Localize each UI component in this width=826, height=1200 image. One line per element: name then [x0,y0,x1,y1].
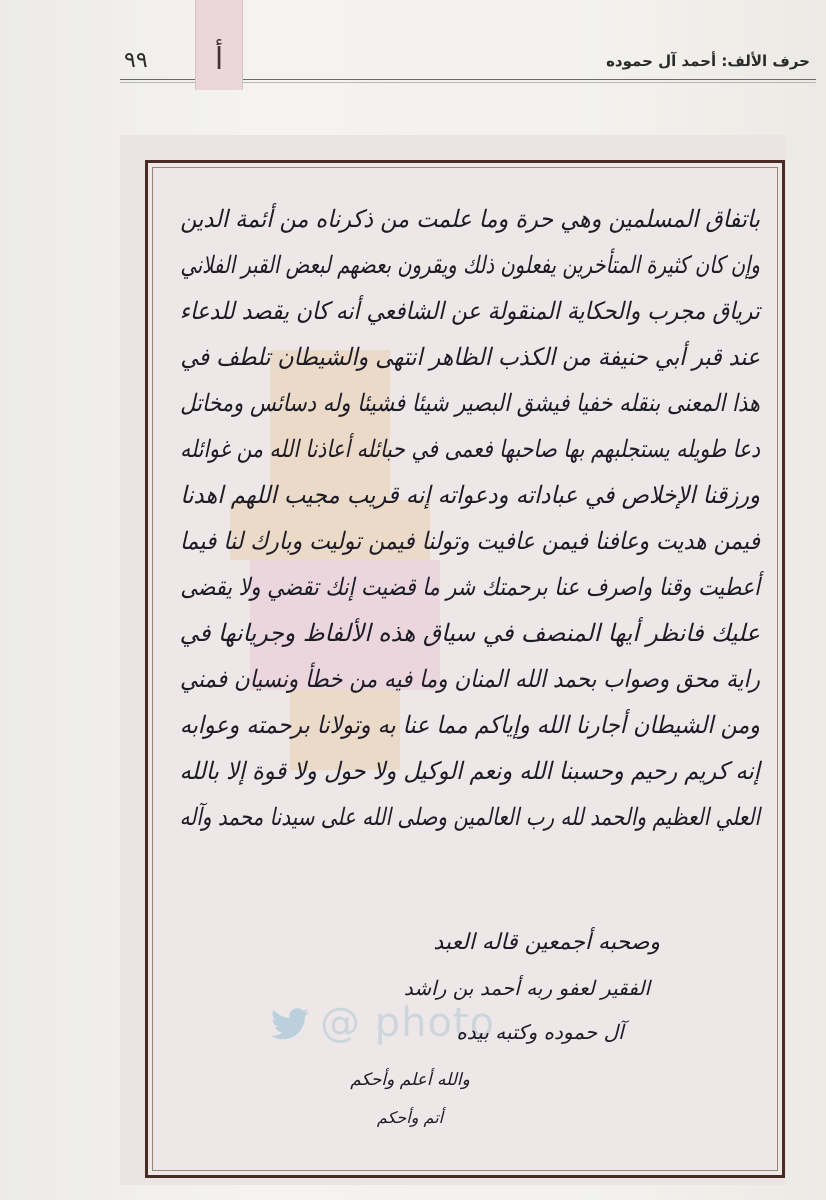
twitter-bird-icon [270,1008,310,1040]
closing-line-4: والله أعلم وأحكم [350,1070,470,1090]
closing-line-3: آل حموده وكتبه بيده [456,1020,624,1044]
running-title: حرف الألف: أحمد آل حموده [606,52,810,70]
manuscript-text [180,196,760,840]
manuscript-line: ومن الشيطان أجارنا الله وإياكم مما عنا به وتولانا برحمته وعوابه [179,711,760,739]
section-letter: أ [214,42,224,77]
closing-line-5: أتم وأحكم [376,1108,444,1127]
manuscript-line: راية محق وصواب بحمد الله المنان وما فيه من خطأ ونسيان فمني [180,665,760,693]
manuscript-line: هذا المعنى بنقله خفيا فيشق البصير شيئا فشيئا وله دسائس ومخاتل [180,389,760,417]
closing-line-1: وصحبه أجمعين قاله العبد [433,930,660,955]
manuscript-line: العلي العظيم والحمد لله رب العالمين وصلى الله على سيدنا محمد وآله [179,803,760,831]
manuscript-line: دعا طويله يستجلبهم بها صاحبها فعمى في حبائله أعاذنا الله من غوائله [180,435,760,463]
page-number: ٩٩ [124,48,148,73]
watermark-handle: @ photo [320,1000,496,1046]
closing-line-2: الفقير لعفو ربه أحمد بن راشد [403,976,650,1000]
manuscript-line: ورزقنا الإخلاص في عباداته ودعواته إنه قريب مجيب اللهم اهدنا [180,481,760,509]
manuscript-line: فيمن هديت وعافنا فيمن عافيت وتولنا فيمن توليت وبارك لنا فيما [179,527,760,555]
manuscript-line: عند قبر أبي حنيفة من الكذب الظاهر انتهى والشيطان تلطف في [180,343,761,371]
manuscript-line: عليك فانظر أيها المنصف في سياق هذه الألفاظ وجريانها في [179,619,760,647]
section-letter-tab [195,0,243,90]
manuscript-line: إنه كريم رحيم وحسبنا الله ونعم الوكيل ولا حول ولا قوة إلا بالله [179,757,761,785]
manuscript-line: ترياق مجرب والحكاية المنقولة عن الشافعي أنه كان يقصد للدعاء [179,297,760,325]
manuscript-line: أعطيت وقنا واصرف عنا برحمتك شر ما قضيت إنك تقضي ولا يقضى [180,573,760,601]
manuscript-line: وإن كان كثيرة المتأخرين يفعلون ذلك ويقرون بعضهم لبعض القبر الفلاني [180,251,761,279]
manuscript-line: باتفاق المسلمين وهي حرة وما علمت من ذكرناه من أئمة الدين [180,205,760,233]
